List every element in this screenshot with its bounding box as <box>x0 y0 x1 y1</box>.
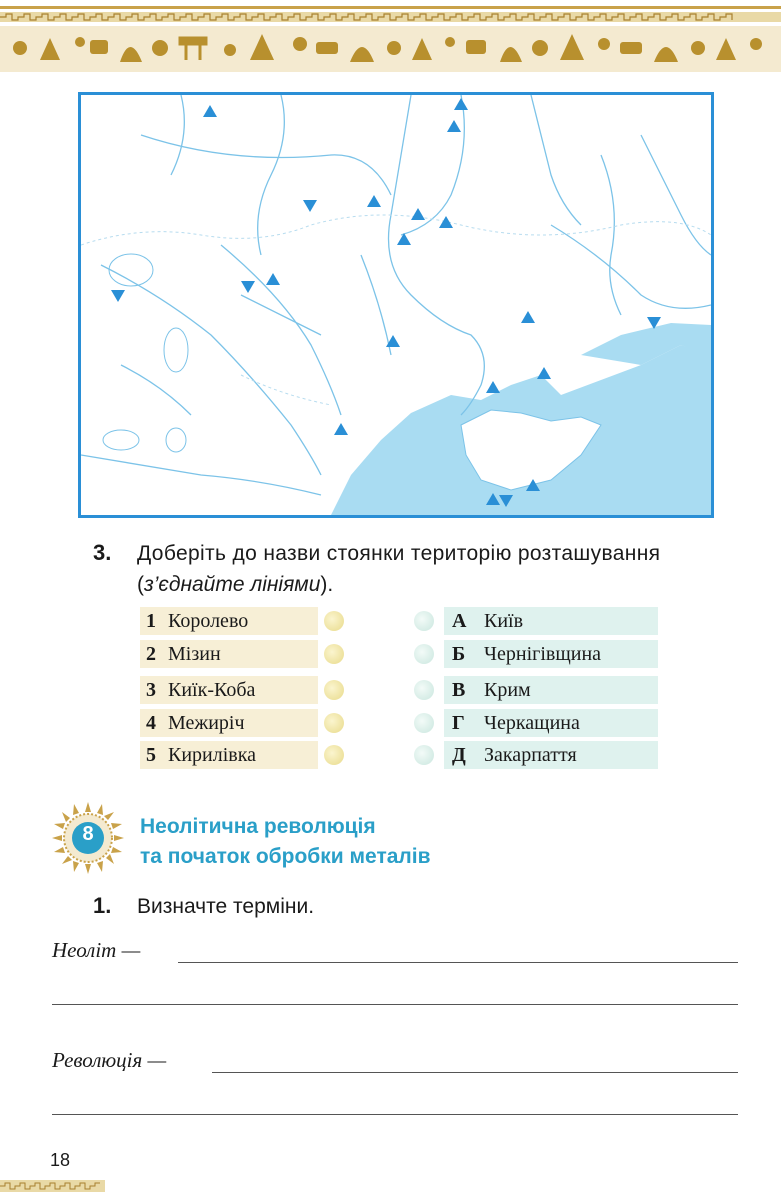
right-item-b: Б Чернігівщина <box>444 640 658 668</box>
left-connector-dot-1[interactable] <box>324 611 344 631</box>
task-3-instruction <box>137 538 747 600</box>
answer-line-revolution-2[interactable] <box>52 1114 738 1115</box>
definition-term-neolith: Неоліт — <box>52 938 141 962</box>
right-item-d: Г Черкащина <box>444 709 658 737</box>
right-connector-dot-d[interactable] <box>414 713 434 733</box>
answer-line-revolution[interactable] <box>212 1072 738 1073</box>
left-item-4: 4 Межиріч <box>140 709 318 737</box>
right-connector-dot-a[interactable] <box>414 611 434 631</box>
dnipro-river <box>389 95 485 415</box>
page-number: 18 <box>50 1150 71 1170</box>
left-connector-dot-4[interactable] <box>324 713 344 733</box>
right-connector-dot-b[interactable] <box>414 644 434 664</box>
left-item-3: 3 Киїк-Коба <box>140 676 318 704</box>
right-item-a: А Київ <box>444 607 658 635</box>
section-number: 8 <box>82 823 94 845</box>
left-connector-dot-2[interactable] <box>324 644 344 664</box>
section-title-line-1: Неолітична революція <box>140 815 376 838</box>
section-title-line-2: та початок обробки металів <box>140 845 431 868</box>
danube-river <box>81 455 321 495</box>
left-connector-dot-3[interactable] <box>324 680 344 700</box>
left-connector-dot-5[interactable] <box>324 745 344 765</box>
desna-river <box>401 95 464 235</box>
section-title <box>140 812 431 872</box>
map-frame <box>78 92 714 518</box>
definition-term-revolution: Революція — <box>52 1048 167 1072</box>
outline-map <box>81 95 711 515</box>
task-3-line-2: (з’єднайте лініями). <box>137 573 334 596</box>
task-3-italic-hint: з’єднайте лініями <box>144 573 321 596</box>
task-3-line-1: Доберіть до назви стоянки територію розташування <box>137 542 661 565</box>
answer-line-neolith[interactable] <box>178 962 738 963</box>
right-connector-dot-c[interactable] <box>414 680 434 700</box>
right-item-e: Д Закарпаття <box>444 741 658 769</box>
left-item-1: 1 Королево <box>140 607 318 635</box>
task-3-number: 3. <box>93 540 112 565</box>
left-item-2: 2 Мізин <box>140 640 318 668</box>
southern-bug-river <box>221 245 341 415</box>
siverskyi-donets-river <box>551 225 711 308</box>
right-connector-dot-e[interactable] <box>414 745 434 765</box>
left-item-5: 5 Кирилівка <box>140 741 318 769</box>
task-1-instruction: Визначте терміни. <box>137 895 315 918</box>
bottom-ornament <box>0 1180 105 1192</box>
top-ornament-border <box>0 0 781 80</box>
right-item-c: В Крим <box>444 676 658 704</box>
answer-line-neolith-2[interactable] <box>52 1004 738 1005</box>
task-1-number: 1. <box>93 893 112 918</box>
dniester-river <box>101 265 321 475</box>
